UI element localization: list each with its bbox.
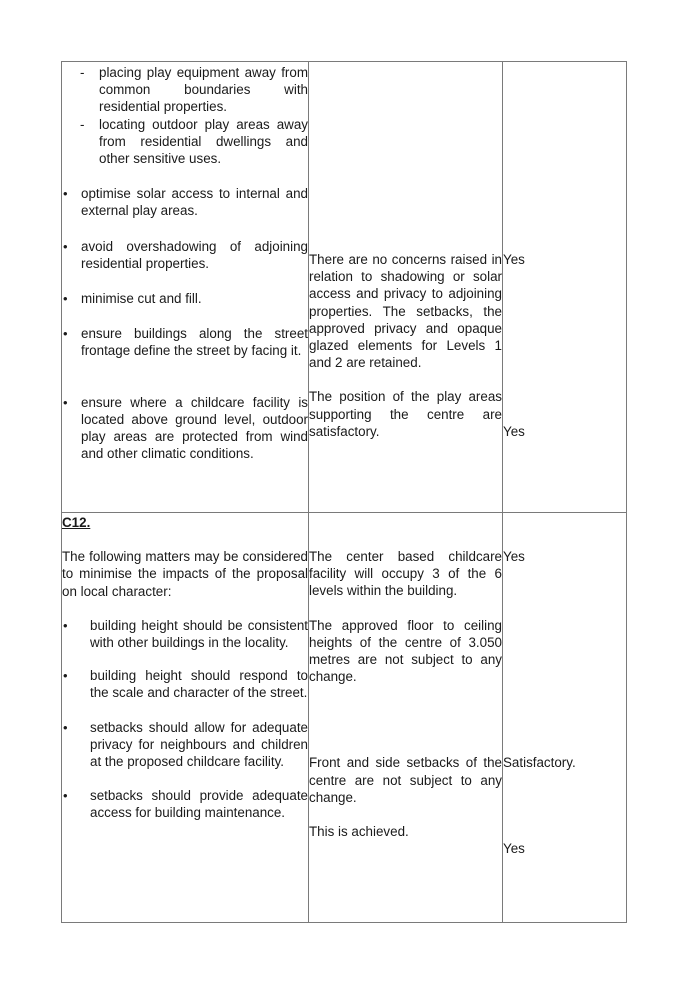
compliance-table bbox=[61, 61, 627, 923]
list-item: • building height should be consistent with other buildings in the locality. bbox=[63, 617, 308, 651]
compliance-value: Yes bbox=[503, 841, 525, 857]
table-row bbox=[62, 62, 627, 513]
list-item: • ensure buildings along the street frontage define the street by facing it. bbox=[63, 326, 308, 359]
control-cell bbox=[62, 513, 309, 923]
list-item: • ensure where a childcare facility is located above ground level, outdoor play areas are protected from wind and other climatic conditions. bbox=[63, 394, 308, 462]
comment-text: The position of the play areas supporting the centre are satisfactory. bbox=[309, 389, 502, 439]
list-item: • optimise solar access to internal and external play areas. bbox=[63, 186, 308, 219]
compliance-value: Yes bbox=[503, 252, 525, 267]
control-cell bbox=[62, 62, 309, 513]
comment-cell bbox=[309, 62, 503, 513]
list-item: • setbacks should provide adequate access for building maintenance. bbox=[63, 788, 308, 821]
list-item: • building height should respond to the scale and character of the street. bbox=[63, 668, 308, 701]
compliance-value: Yes bbox=[503, 549, 525, 564]
control-intro: The following matters may be considered to minimise the impacts of the proposal on local character: bbox=[62, 549, 308, 599]
comment-text: Front and side setbacks of the centre are not subject to any change. bbox=[309, 755, 502, 805]
control-heading: C12. bbox=[62, 515, 91, 530]
compliance-value: Satisfactory. bbox=[503, 755, 576, 771]
list-item: • setbacks should allow for adequate privacy for neighbours and children at the proposed childcare facility. bbox=[63, 719, 308, 770]
compliance-cell bbox=[503, 62, 627, 513]
sub-item: - placing play equipment away from common boundaries with residential properties. bbox=[80, 65, 308, 115]
sub-item: - locating outdoor play areas away from residential dwellings and other sensitive uses. bbox=[80, 116, 308, 167]
list-item: • minimise cut and fill. bbox=[63, 291, 202, 307]
comment-text: There are no concerns raised in relation to shadowing or solar access and privacy to adjoining properties. The setbacks, the approved privacy and opaque glazed elements for Levels 1 and 2 are retained. bbox=[309, 252, 502, 371]
comment-text: The approved floor to ceiling heights of the centre of 3.050 metres are not subject to any change. bbox=[309, 617, 502, 685]
table-row bbox=[62, 513, 627, 923]
compliance-cell bbox=[503, 513, 627, 923]
comment-text: This is achieved. bbox=[309, 824, 409, 840]
compliance-value: Yes bbox=[503, 424, 525, 440]
comment-cell bbox=[309, 513, 503, 923]
comment-text: The center based childcare facility will occupy 3 of the 6 levels within the building. bbox=[309, 549, 502, 599]
list-item: • avoid overshadowing of adjoining residential properties. bbox=[63, 238, 308, 271]
